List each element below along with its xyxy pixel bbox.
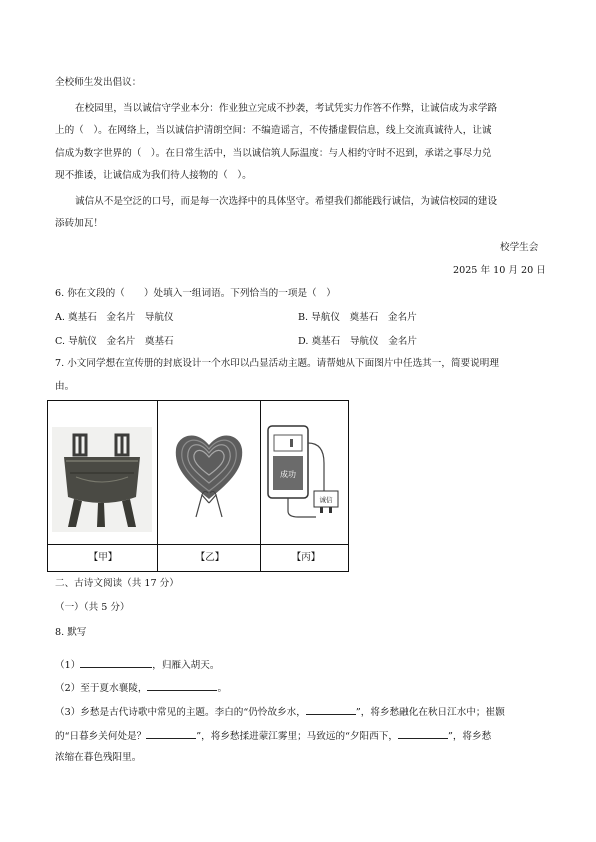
letter-salutation: 全校师生发出倡议： [55, 77, 142, 88]
letter-paragraph-1-line-2: 上的（ ）。在网络上，当以诚信护清朗空间：不编造谣言，不传播虚假信息，线上交流真诚待人，让诚 [55, 125, 492, 136]
caption-divider [48, 544, 348, 545]
fingerprint-heart-image [166, 421, 252, 521]
blank-1[interactable] [80, 657, 152, 668]
letter-date: 2025 年 10 月 20 日 [453, 265, 546, 276]
phone-charging-image [264, 423, 344, 523]
dictation-line-1: （1） ，归雁入胡天。 [55, 657, 219, 673]
phone-success-label: 成功 [280, 470, 296, 479]
blank-3[interactable] [306, 704, 356, 715]
letter-paragraph-1-line-3: 信成为数字世界的（ ）。在日常生活中，当以诚信筑人际温度：与人相约守时不迟到，承诺之事尽力兑 [55, 148, 492, 159]
dictation-line-2: （2）至于夏水襄陵， 。 [55, 680, 227, 696]
question-6-stem: 6. 你在文段的（ ）处填入一组词语。下列恰当的一项是（ ） [55, 288, 336, 299]
dictation-line-5: 浓缩在暮色残阳里。 [55, 752, 142, 763]
question-6-option-b: B. 导航仪 奠基石 金名片 [298, 312, 417, 323]
dictation-line-4: 的“日暮乡关何处是？ ”，将乡愁揉进蒙江雾里；马致远的“夕阳西下， ”，将乡愁 [55, 728, 491, 744]
letter-paragraph-2-line-1: 诚信从不是空泛的口号，而是每一次选择中的具体坚守。希望我们都能践行诚信，为诚信校园的建设 [75, 196, 498, 207]
blank-5[interactable] [398, 728, 448, 739]
question-6-option-d: D. 奠基石 导航仪 金名片 [298, 336, 417, 347]
blank-4[interactable] [146, 728, 196, 739]
caption-bing: 【丙】 [291, 552, 321, 563]
question-6-option-a: A. 奠基石 金名片 导航仪 [55, 312, 174, 323]
bronze-ding-image [52, 427, 152, 532]
question-8-title: 8. 默写 [55, 627, 87, 638]
image-choice-table [47, 400, 349, 572]
section-2-subheading: （一）（共 5 分） [55, 602, 130, 613]
letter-paragraph-1-line-4: 现不推诿，让诚信成为我们待人接物的（ ）。 [55, 170, 252, 181]
letter-signature: 校学生会 [500, 242, 539, 253]
section-2-heading: 二、古诗文阅读（共 17 分） [55, 578, 179, 589]
plug-integrity-label: 诚信 [319, 496, 333, 504]
caption-jia: 【甲】 [88, 552, 118, 563]
question-7-stem-line-1: 7. 小文同学想在宣传册的封底设计一个水印以凸显活动主题。请帮她从下面图片中任选其一，简要说明理 [55, 358, 499, 369]
question-7-stem-line-2: 由。 [55, 381, 75, 392]
blank-2[interactable] [147, 680, 217, 691]
letter-paragraph-2-line-2: 添砖加瓦！ [55, 218, 103, 229]
letter-paragraph-1-line-1: 在校园里，当以诚信守学业本分：作业独立完成不抄袭，考试凭实力作答不作弊，让诚信成为求学路 [75, 103, 498, 114]
question-6-option-c: C. 导航仪 金名片 奠基石 [55, 336, 174, 347]
caption-yi: 【乙】 [195, 552, 225, 563]
dictation-line-3: （3）乡愁是古代诗歌中常见的主题。李白的“仍怜故乡水， ”，将乡愁融化在秋日江水中；崔颢 [55, 704, 505, 720]
